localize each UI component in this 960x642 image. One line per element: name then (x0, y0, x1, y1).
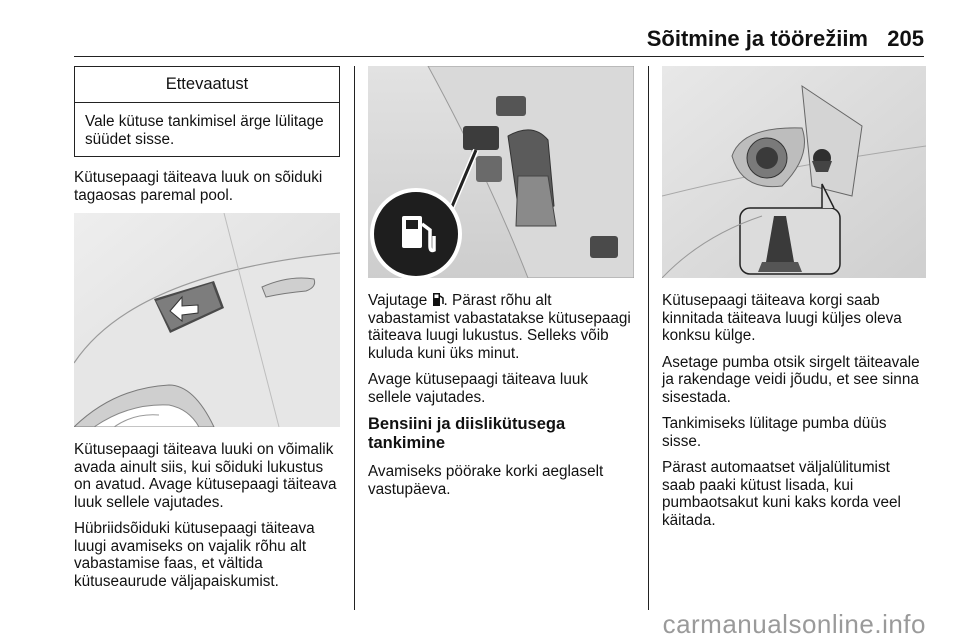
fuel-pump-icon (432, 292, 444, 307)
column-middle (368, 66, 634, 507)
column-separator-1 (354, 66, 355, 610)
watermark: carmanualsonline.info (662, 609, 926, 639)
figure-fuel-door-exterior (74, 213, 340, 427)
figure-center-console-fuel-button (368, 66, 634, 278)
paragraph-fuel-door-location: Kütusepaagi täiteava luuk on sõiduki tagaosas paremal pool. (74, 169, 323, 204)
header-rule (74, 56, 924, 57)
paragraph-fuel-door-opening: Kütusepaagi täiteava luuki on võimalik avada ainult siis, kui sõiduki lukustus on avatud. Avage kütusepaagi täiteava luuk sellele vajutades. (74, 441, 337, 511)
column-right (662, 66, 926, 538)
column-left (74, 66, 340, 599)
paragraph-activate-nozzle: Tankimiseks lülitage pumba düüs sisse. (662, 415, 887, 450)
figure-fuel-cap-hook (662, 66, 926, 278)
page-header-title: Sõitmine ja töörežiim (646, 26, 868, 51)
paragraph-press-fuel-button: Vajutage . Pärast rõhu alt vabastamist vabastatakse kütusepaagi täiteava luugi lukustus. Selleks võib kuluda kuni üks minut. (368, 292, 631, 362)
paragraph-hybrid-pressure-release: Hübriidsõiduki kütusepaagi täiteava luugi avamiseks on vajalik rõhu alt vabastamise faas, et vältida kütuseaurude väljapaiskumist. (74, 520, 315, 590)
paragraph-turn-cap: Avamiseks pöörake korki aeglaselt vastupäeva. (368, 463, 604, 498)
paragraph-cap-hook: Kütusepaagi täiteava korgi saab kinnitada täiteava luugi küljes oleva konksu külge. (662, 292, 902, 344)
paragraph-open-fuel-door: Avage kütusepaagi täiteava luuk sellele vajutades. (368, 371, 588, 406)
page-number: 205 (887, 26, 924, 51)
section-heading-refueling: Bensiini ja diislikütusega tankimine (368, 415, 566, 452)
column-separator-2 (648, 66, 649, 610)
caution-box (74, 66, 340, 157)
caution-title: Ettevaatust (75, 67, 339, 103)
paragraph-insert-nozzle: Asetage pumba otsik sirgelt täiteavale ja rakendage veidi jõudu, et see sinna sisestada. (662, 353, 920, 406)
paragraph-top-up: Pärast automaatset väljalülitumist saab paaki kütust lisada, kui pumbaotsakut kuni kaks korda veel käitada. (662, 459, 901, 529)
caution-text: Vale kütuse tankimisel ärge lülitage süüdet sisse. (85, 113, 324, 148)
